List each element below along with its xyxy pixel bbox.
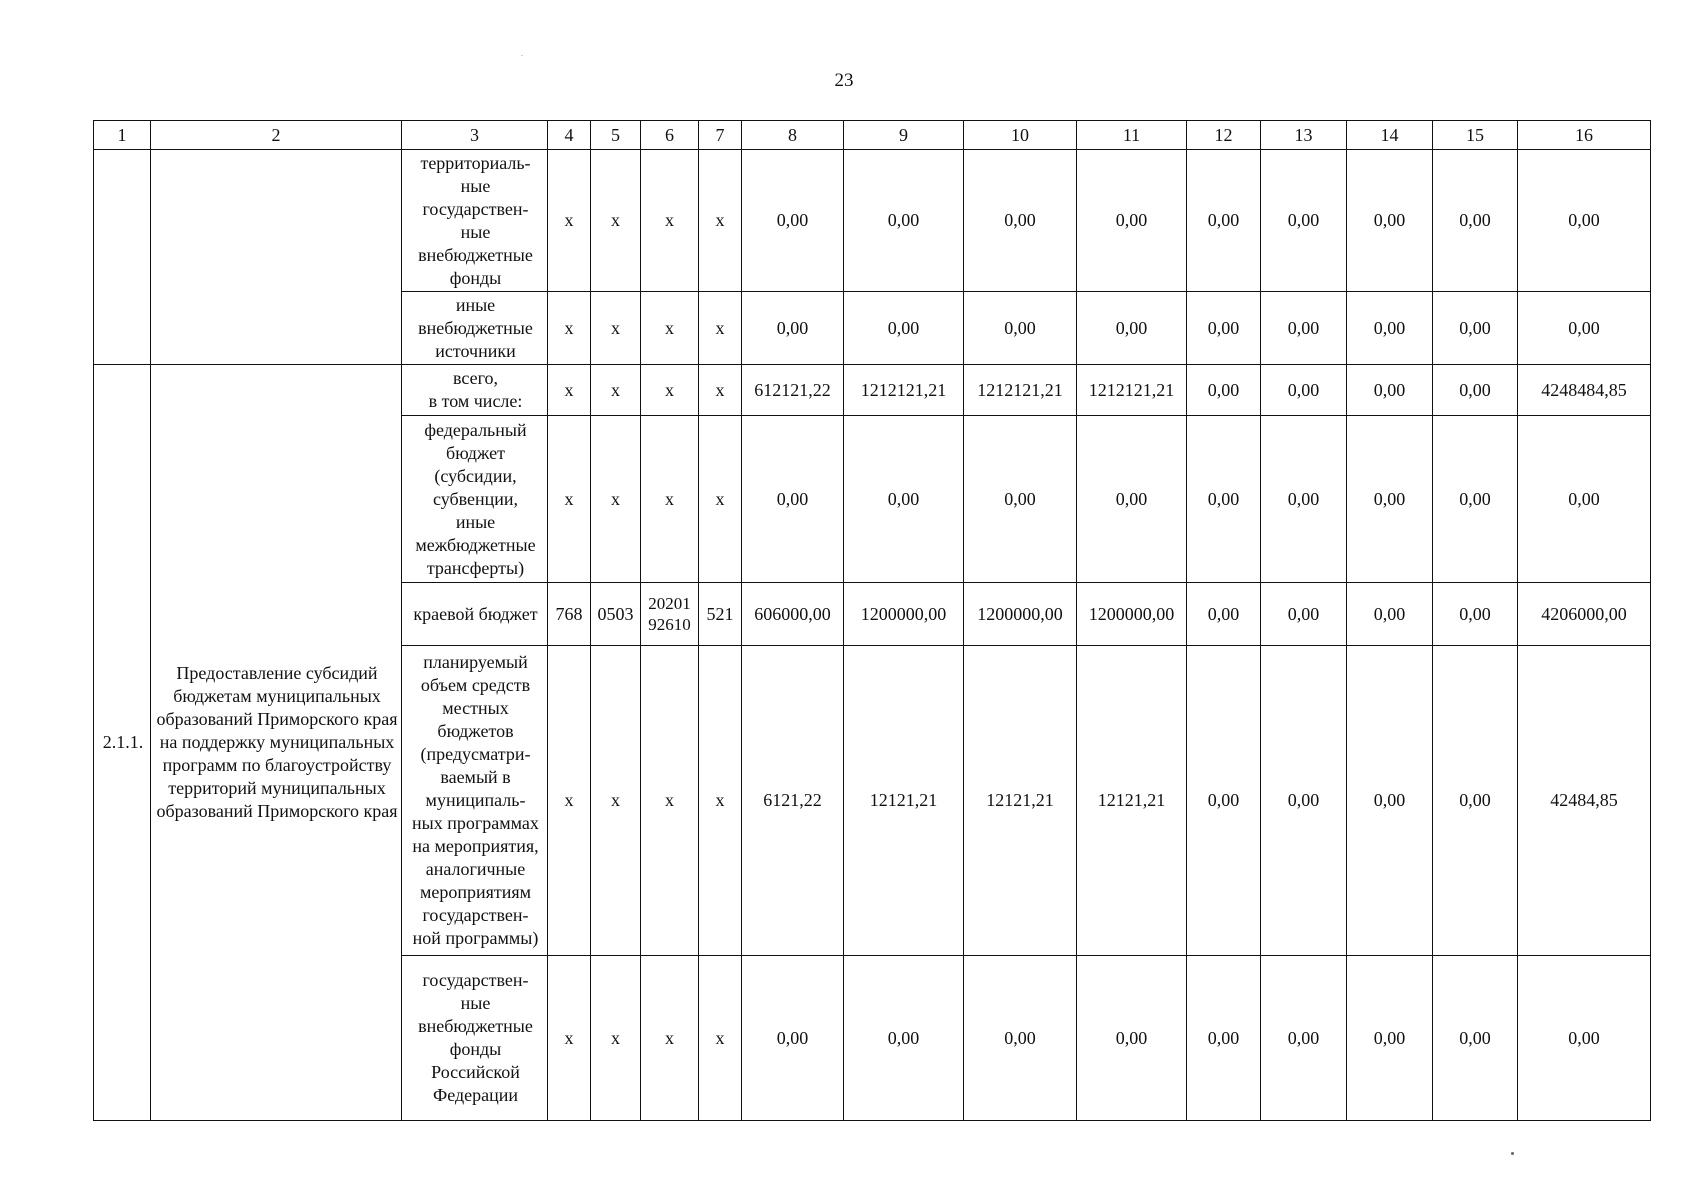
value-cell: 0,00 bbox=[1433, 646, 1518, 956]
value-cell: 0,00 bbox=[964, 150, 1077, 292]
value-cell: 0,00 bbox=[1347, 583, 1433, 646]
value-cell: 0,00 bbox=[844, 292, 964, 365]
code-cell: х bbox=[641, 150, 699, 292]
value-cell: 0,00 bbox=[1261, 583, 1347, 646]
budget-table bbox=[93, 120, 1651, 1121]
code-cell: 521 bbox=[699, 583, 742, 646]
column-header: 14 bbox=[1347, 121, 1433, 150]
column-header: 16 bbox=[1518, 121, 1651, 150]
value-cell: 0,00 bbox=[1433, 292, 1518, 365]
value-cell: 6121,22 bbox=[742, 646, 844, 956]
value-cell: 1200000,00 bbox=[844, 583, 964, 646]
value-cell: 0,00 bbox=[1261, 365, 1347, 416]
column-header: 5 bbox=[591, 121, 641, 150]
table-row bbox=[94, 365, 1651, 416]
code-cell: х bbox=[591, 150, 641, 292]
funding-source-cell: территориаль- ные государствен- ные внебюджетные фонды bbox=[402, 150, 548, 292]
code-cell: 768 bbox=[548, 583, 591, 646]
value-cell: 0,00 bbox=[1347, 292, 1433, 365]
code-cell: 0503 bbox=[591, 583, 641, 646]
value-cell: 0,00 bbox=[1187, 365, 1261, 416]
funding-source-cell: краевой бюджет bbox=[402, 583, 548, 646]
code-cell: х bbox=[591, 416, 641, 583]
value-cell: 0,00 bbox=[742, 150, 844, 292]
code-cell: х bbox=[591, 956, 641, 1121]
value-cell: 0,00 bbox=[1187, 416, 1261, 583]
code-cell: х bbox=[591, 365, 641, 416]
value-cell: 0,00 bbox=[1261, 956, 1347, 1121]
column-header: 6 bbox=[641, 121, 699, 150]
value-cell: 0,00 bbox=[1518, 150, 1651, 292]
value-cell: 4206000,00 bbox=[1518, 583, 1651, 646]
column-header: 8 bbox=[742, 121, 844, 150]
value-cell: 0,00 bbox=[1077, 150, 1187, 292]
value-cell: 1200000,00 bbox=[1077, 583, 1187, 646]
value-cell: 0,00 bbox=[1518, 956, 1651, 1121]
value-cell: 0,00 bbox=[1077, 292, 1187, 365]
value-cell: 0,00 bbox=[1433, 416, 1518, 583]
funding-source-cell: федеральный бюджет (субсидии, субвенции, иные межбюджетные трансферты) bbox=[402, 416, 548, 583]
value-cell: 0,00 bbox=[742, 416, 844, 583]
funding-source-cell: планируемый объем средств местных бюджетов (предусматри- ваемый в муниципаль- ных программах на мероприятия, аналогичные мероприятиям государствен- ной программы) bbox=[402, 646, 548, 956]
value-cell: 606000,00 bbox=[742, 583, 844, 646]
code-cell: 20201 92610 bbox=[641, 583, 699, 646]
code-cell: х bbox=[641, 956, 699, 1121]
code-cell: х bbox=[641, 416, 699, 583]
code-cell: х bbox=[699, 956, 742, 1121]
value-cell: 0,00 bbox=[844, 956, 964, 1121]
value-cell: 12121,21 bbox=[1077, 646, 1187, 956]
code-cell: х bbox=[548, 956, 591, 1121]
code-cell: х bbox=[699, 646, 742, 956]
column-header: 7 bbox=[699, 121, 742, 150]
code-cell: х bbox=[641, 365, 699, 416]
value-cell: 0,00 bbox=[1433, 150, 1518, 292]
column-header: 12 bbox=[1187, 121, 1261, 150]
code-cell: х bbox=[699, 292, 742, 365]
value-cell: 0,00 bbox=[1518, 416, 1651, 583]
value-cell: 42484,85 bbox=[1518, 646, 1651, 956]
column-header: 1 bbox=[94, 121, 151, 150]
column-header: 11 bbox=[1077, 121, 1187, 150]
value-cell: 1212121,21 bbox=[844, 365, 964, 416]
column-header: 10 bbox=[964, 121, 1077, 150]
code-cell: х bbox=[548, 365, 591, 416]
code-cell: х bbox=[591, 646, 641, 956]
value-cell: 0,00 bbox=[1187, 956, 1261, 1121]
code-cell: х bbox=[591, 292, 641, 365]
value-cell: 1200000,00 bbox=[964, 583, 1077, 646]
value-cell: 0,00 bbox=[1077, 416, 1187, 583]
value-cell: 0,00 bbox=[1261, 292, 1347, 365]
funding-source-cell: государствен- ные внебюджетные фонды Российской Федерации bbox=[402, 956, 548, 1121]
value-cell: 0,00 bbox=[1077, 956, 1187, 1121]
column-header: 4 bbox=[548, 121, 591, 150]
value-cell: 0,00 bbox=[742, 292, 844, 365]
value-cell: 0,00 bbox=[844, 416, 964, 583]
code-cell: х bbox=[548, 646, 591, 956]
value-cell: 0,00 bbox=[1261, 150, 1347, 292]
column-header: 3 bbox=[402, 121, 548, 150]
value-cell: 1212121,21 bbox=[1077, 365, 1187, 416]
code-cell: х bbox=[548, 292, 591, 365]
page-number: 23 bbox=[834, 70, 854, 91]
value-cell: 0,00 bbox=[1187, 150, 1261, 292]
column-number-row bbox=[94, 121, 1651, 150]
code-cell: х bbox=[699, 365, 742, 416]
code-cell: х bbox=[641, 292, 699, 365]
column-header: 9 bbox=[844, 121, 964, 150]
empty-name-cell bbox=[151, 150, 402, 365]
value-cell: 1212121,21 bbox=[964, 365, 1077, 416]
funding-source-cell: всего, в том числе: bbox=[402, 365, 548, 416]
item-number: 2.1.1. bbox=[94, 365, 151, 1121]
value-cell: 0,00 bbox=[1347, 365, 1433, 416]
value-cell: 0,00 bbox=[844, 150, 964, 292]
column-header: 2 bbox=[151, 121, 402, 150]
scan-speck bbox=[1511, 1152, 1514, 1155]
value-cell: 0,00 bbox=[1187, 646, 1261, 956]
table-row bbox=[94, 150, 1651, 292]
code-cell: х bbox=[641, 646, 699, 956]
value-cell: 0,00 bbox=[1347, 150, 1433, 292]
value-cell: 0,00 bbox=[1261, 416, 1347, 583]
code-cell: х bbox=[699, 416, 742, 583]
item-name: Предоставление субсидий бюджетам муниципальных образований Приморского края на поддержку муниципальных программ по благоустройству территорий муниципальных образований Приморского края bbox=[151, 365, 402, 1121]
value-cell: 0,00 bbox=[1518, 292, 1651, 365]
value-cell: 0,00 bbox=[964, 956, 1077, 1121]
value-cell: 0,00 bbox=[1261, 646, 1347, 956]
value-cell: 0,00 bbox=[1187, 583, 1261, 646]
value-cell: 612121,22 bbox=[742, 365, 844, 416]
funding-source-cell: иные внебюджетные источники bbox=[402, 292, 548, 365]
value-cell: 0,00 bbox=[1347, 416, 1433, 583]
scan-speck bbox=[521, 55, 523, 56]
value-cell: 12121,21 bbox=[844, 646, 964, 956]
value-cell: 0,00 bbox=[742, 956, 844, 1121]
code-cell: х bbox=[699, 150, 742, 292]
value-cell: 0,00 bbox=[1433, 365, 1518, 416]
empty-number-cell bbox=[94, 150, 151, 365]
value-cell: 0,00 bbox=[964, 416, 1077, 583]
value-cell: 12121,21 bbox=[964, 646, 1077, 956]
value-cell: 0,00 bbox=[1347, 646, 1433, 956]
value-cell: 4248484,85 bbox=[1518, 365, 1651, 416]
value-cell: 0,00 bbox=[1433, 583, 1518, 646]
column-header: 13 bbox=[1261, 121, 1347, 150]
value-cell: 0,00 bbox=[964, 292, 1077, 365]
code-cell: х bbox=[548, 150, 591, 292]
value-cell: 0,00 bbox=[1347, 956, 1433, 1121]
value-cell: 0,00 bbox=[1433, 956, 1518, 1121]
column-header: 15 bbox=[1433, 121, 1518, 150]
code-cell: х bbox=[548, 416, 591, 583]
value-cell: 0,00 bbox=[1187, 292, 1261, 365]
